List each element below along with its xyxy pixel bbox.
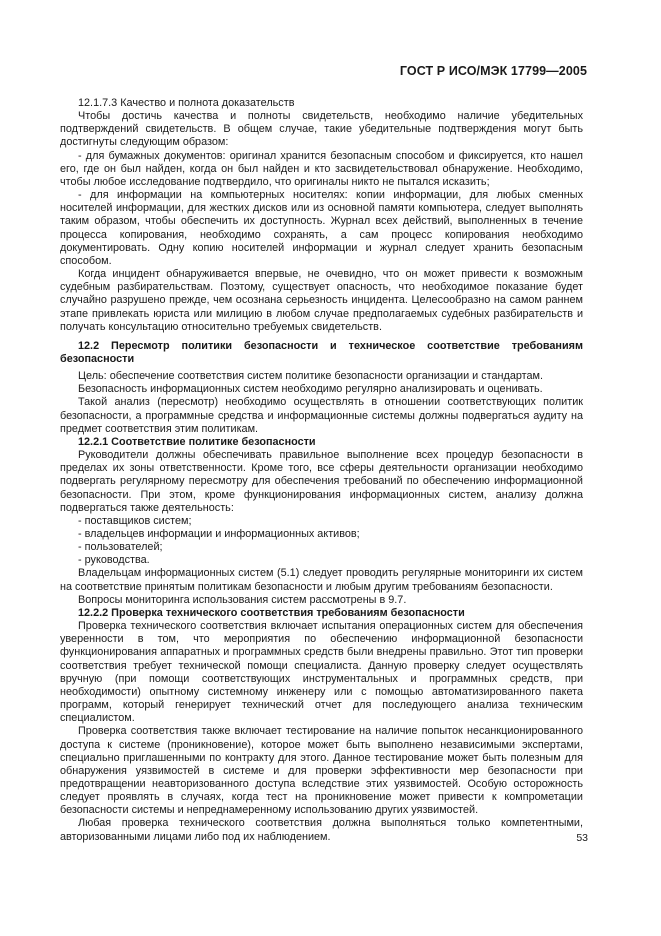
section-heading-12-1-7-3: 12.1.7.3 Качество и полнота доказательств (78, 97, 295, 109)
goal-paragraph: Цель: обеспечение соответствия систем политике безопасности организации и стандартам. (78, 370, 543, 383)
list-item: - пользователей; (78, 541, 163, 554)
section-heading-12-2-2: 12.2.2 Проверка технического соответствия требованиям безопасности (78, 606, 465, 619)
page-number: 53 (576, 832, 588, 844)
section-heading-12-2: 12.2 Пересмотр политики безопасности и техническое соответствие требованиям безопасности (60, 339, 583, 365)
paragraph: Владельцам информационных систем (5.1) следует проводить регулярные мониторинги их систем на соответствие принятым политикам безопасности и любым другим требованиям безопасности. (60, 567, 583, 593)
paragraph: Проверка соответствия также включает тестирование на наличие попыток несанкционированного доступа к системе (проникновение), которое может быть выполнено независимыми экспертами, специально приглашенными по контракту для этого. Данное тестирование может быть полезным для обнаружения уязвимостей в системе и для проверки эффективности мер безопасности при предотвращении неавторизованного доступа вследствие этих уязвимостей. Особую осторожность следует проявлять в случаях, когда тест на проникновение может привести к компрометации безопасности системы и непреднамеренному использованию других уязвимостей. (60, 725, 583, 817)
section-heading-12-2-1: 12.2.1 Соответствие политике безопасности (78, 435, 316, 448)
paragraph: Проверка технического соответствия включает испытания операционных систем для обеспечения уверенности в том, что мероприятия по обеспечению информационной безопасности функционирования аппаратных и программных средств были внедрены правильно. Этот тип проверки соответствия требует технической помощи специалиста. Данную проверку следует осуществлять вручную (при помощи соответствующих инструментальных и программных средств, при необходимости) опытному системному инженеру или с помощью автоматизированного пакета программ, который генерирует технический отчет для последующего анализа техническим специалистом. (60, 620, 583, 725)
list-item: - владельцев информации и информационных активов; (78, 528, 360, 540)
page-content (60, 97, 583, 844)
paragraph: Безопасность информационных систем необходимо регулярно анализировать и оценивать. (78, 383, 543, 396)
paragraph: Любая проверка технического соответствия должна выполняться только компетентными, авторизованными лицами либо под их наблюдением. (60, 817, 583, 843)
standard-header: ГОСТ Р ИСО/МЭК 17799—2005 (399, 64, 587, 78)
paragraph: Когда инцидент обнаруживается впервые, не очевидно, что он может привести к возможным судебным разбирательствам. Поэтому, существует опасность, что необходимое показание будет случайно разрушено прежде, чем осознана серьезность инцидента. Целесообразно на самом раннем этапе привлекать юриста или милицию в любом случае предполагаемых судебных разбирательств и получать консультацию относительно требуемых свидетельств. (60, 268, 583, 333)
list-item: - поставщиков систем; (78, 514, 192, 527)
paragraph: Вопросы мониторинга использования систем рассмотрены в 9.7. (78, 593, 407, 606)
list-item: - руководства. (78, 554, 150, 567)
paragraph: - для бумажных документов: оригинал хранится безопасным способом и фиксируется, кто нашел его, где он был найден, когда он был найден и кто засвидетельствовал обнаружение. Необходимо, чтобы любое исследование подтвердило, что оригиналы никто не пытался исказить; (60, 149, 583, 188)
paragraph: Такой анализ (пересмотр) необходимо осуществлять в отношении соответствующих политик безопасности, а программные средства и информационные системы должны подвергаться аудиту на предмет соответствия этим политикам. (60, 396, 583, 435)
paragraph: - для информации на компьютерных носителях: копии информации, для любых сменных носителей информации, для жестких дисков или из основной памяти компьютера, следует выполнять таким образом, чтобы обеспечить их доступность. Журнал всех действий, выполненных в течение процесса копирования, необходимо сохранять, а сам процесс копирования необходимо документировать. Одну копию носителей информации и журнал следует хранить безопасным способом. (60, 189, 583, 267)
paragraph: Чтобы достичь качества и полноты свидетельств, необходимо наличие убедительных подтверждений свидетельств. В общем случае, такие убедительные подтверждения могут быть достигнуты следующим образом: (60, 110, 583, 149)
paragraph: Руководители должны обеспечивать правильное выполнение всех процедур безопасности в пределах их зоны ответственности. Кроме того, все сферы деятельности организации необходимо подвергать регулярному пересмотру для обеспечения требований по обеспечению информационной безопасности. При этом, кроме функционирования информационных систем, анализу должна подвергаться также деятельность: (60, 449, 583, 514)
